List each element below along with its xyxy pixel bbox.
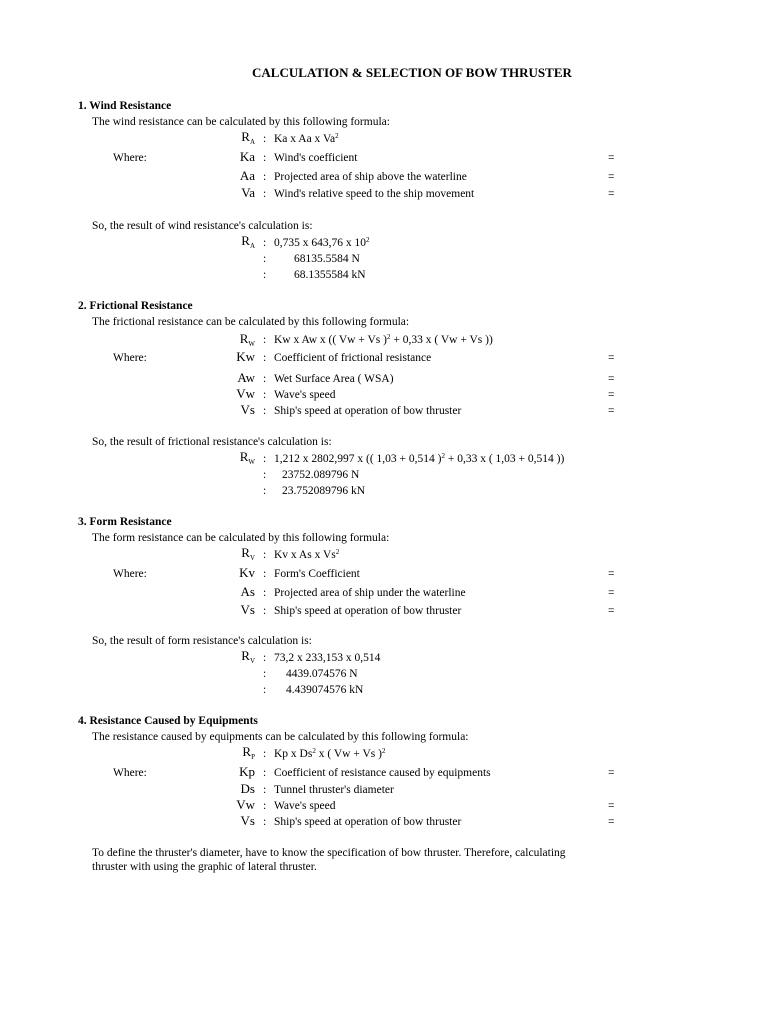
result-kilonewton: 23.752089796 kN <box>282 485 366 497</box>
formula: Ka x Aa x Va$^2$ <box>274 132 339 145</box>
colon: : <box>263 469 267 481</box>
result-newton: 4439.074576 N <box>286 668 358 680</box>
variable-symbol: Ds <box>240 781 255 796</box>
result-symbol: $R_V$ <box>241 648 255 665</box>
colon: : <box>263 784 267 796</box>
result-formula: 73,2 x 233,153 x 0,514 <box>274 652 381 664</box>
variable-symbol: Vs <box>240 602 255 617</box>
section-intro: The frictional resistance can be calculated by this following formula: <box>92 316 410 328</box>
variable-description: Wind's relative speed to the ship movement <box>274 188 475 200</box>
formula-symbol: $R_P$ <box>242 744 255 761</box>
equals-sign: = <box>608 352 615 364</box>
variable-description: Tunnel thruster's diameter <box>274 784 394 796</box>
colon: : <box>263 405 267 417</box>
variable-description: Wave's speed <box>274 800 336 812</box>
variable-symbol: Kv <box>239 565 255 580</box>
variable-symbol: Aw <box>237 370 255 385</box>
equals-sign: = <box>608 373 615 385</box>
equals-sign: = <box>608 171 615 183</box>
colon: : <box>263 605 267 617</box>
colon: : <box>263 748 267 760</box>
where-label: Where: <box>113 568 147 580</box>
result-symbol: $R_W$ <box>239 449 255 466</box>
where-label: Where: <box>113 767 147 779</box>
colon: : <box>263 453 267 465</box>
colon: : <box>263 171 267 183</box>
colon: : <box>263 352 267 364</box>
result-kilonewton: 68.1355584 kN <box>294 269 366 281</box>
variable-symbol: Aa <box>239 168 255 183</box>
equals-sign: = <box>608 188 615 200</box>
variable-description: Coefficient of frictional resistance <box>274 352 432 364</box>
variable-symbol: Vw <box>236 386 255 401</box>
where-label: Where: <box>113 152 147 164</box>
variable-symbol: Va <box>241 185 255 200</box>
colon: : <box>263 652 267 664</box>
result-kilonewton: 4.439074576 kN <box>286 684 364 696</box>
result-intro: So, the result of wind resistance's calculation is: <box>92 220 313 232</box>
variable-description: Ship's speed at operation of bow thruster <box>274 605 462 617</box>
colon: : <box>263 549 267 561</box>
colon: : <box>263 133 267 145</box>
section-intro: The form resistance can be calculated by this following formula: <box>92 532 390 544</box>
variable-description: Wet Surface Area ( WSA) <box>274 373 394 385</box>
variable-description: Wind's coefficient <box>274 152 358 164</box>
formula-symbol: $R_W$ <box>239 331 255 348</box>
closing-text-line-2: thruster with using the graphic of lateral thruster. <box>92 861 317 873</box>
result-intro: So, the result of form resistance's calculation is: <box>92 635 312 647</box>
colon: : <box>263 587 267 599</box>
colon: : <box>263 237 267 249</box>
equals-sign: = <box>608 152 615 164</box>
colon: : <box>263 373 267 385</box>
variable-symbol: Vs <box>240 813 255 828</box>
colon: : <box>263 684 267 696</box>
result-formula: 1,212 x 2802,997 x (( 1,03 + 0,514 )$^2$ + 0,33 x ( 1,03 + 0,514 )) <box>274 452 565 465</box>
equals-sign: = <box>608 767 615 779</box>
section-heading-equipment: 4. Resistance Caused by Equipments <box>78 715 258 727</box>
variable-symbol: As <box>240 584 255 599</box>
section-intro: The resistance caused by equipments can be calculated by this following formula: <box>92 731 469 743</box>
section-heading-form: 3. Form Resistance <box>78 516 172 528</box>
formula: Kv x As x Vs$^2$ <box>274 548 340 561</box>
equals-sign: = <box>608 389 615 401</box>
equals-sign: = <box>608 568 615 580</box>
colon: : <box>263 269 267 281</box>
result-symbol: $R_A$ <box>241 233 255 250</box>
variable-description: Coefficient of resistance caused by equipments <box>274 767 491 779</box>
colon: : <box>263 767 267 779</box>
result-intro: So, the result of frictional resistance's calculation is: <box>92 436 332 448</box>
variable-description: Ship's speed at operation of bow thruster <box>274 405 462 417</box>
section-intro: The wind resistance can be calculated by this following formula: <box>92 116 390 128</box>
variable-description: Wave's speed <box>274 389 336 401</box>
colon: : <box>263 188 267 200</box>
section-heading-wind: 1. Wind Resistance <box>78 100 172 112</box>
colon: : <box>263 568 267 580</box>
colon: : <box>263 816 267 828</box>
where-label: Where: <box>113 352 147 364</box>
colon: : <box>263 152 267 164</box>
result-newton: 68135.5584 N <box>294 253 360 265</box>
formula-symbol: $R_V$ <box>241 545 255 562</box>
variable-description: Ship's speed at operation of bow thruster <box>274 816 462 828</box>
equals-sign: = <box>608 587 615 599</box>
result-formula: 0,735 x 643,76 x $10^2$ <box>274 236 370 249</box>
colon: : <box>263 485 267 497</box>
formula: Kw x Aw x (( Vw + Vs )$^2$ + 0,33 x ( Vw + Vs )) <box>274 333 493 346</box>
variable-description: Projected area of ship under the waterline <box>274 587 466 599</box>
variable-symbol: Kp <box>239 764 255 779</box>
variable-symbol: Ka <box>239 149 255 164</box>
variable-description: Form's Coefficient <box>274 568 360 580</box>
variable-symbol: Vw <box>236 797 255 812</box>
closing-text-line-1: To define the thruster's diameter, have to know the specification of bow thruster. Therefore, calculating <box>92 847 566 859</box>
colon: : <box>263 800 267 812</box>
equals-sign: = <box>608 605 615 617</box>
equals-sign: = <box>608 405 615 417</box>
page-title: CALCULATION & SELECTION OF BOW THRUSTER <box>252 65 572 80</box>
result-newton: 23752.089796 N <box>282 469 360 481</box>
colon: : <box>263 668 267 680</box>
colon: : <box>263 389 267 401</box>
variable-description: Projected area of ship above the waterline <box>274 171 467 183</box>
section-heading-frictional: 2. Frictional Resistance <box>78 300 193 312</box>
formula: Kp x Ds$^2$ x ( Vw + Vs )$^2$ <box>274 747 386 760</box>
colon: : <box>263 334 267 346</box>
variable-symbol: Kw <box>236 349 255 364</box>
colon: : <box>263 253 267 265</box>
variable-symbol: Vs <box>240 402 255 417</box>
formula-symbol: $R_A$ <box>241 129 255 146</box>
equals-sign: = <box>608 800 615 812</box>
equals-sign: = <box>608 816 615 828</box>
